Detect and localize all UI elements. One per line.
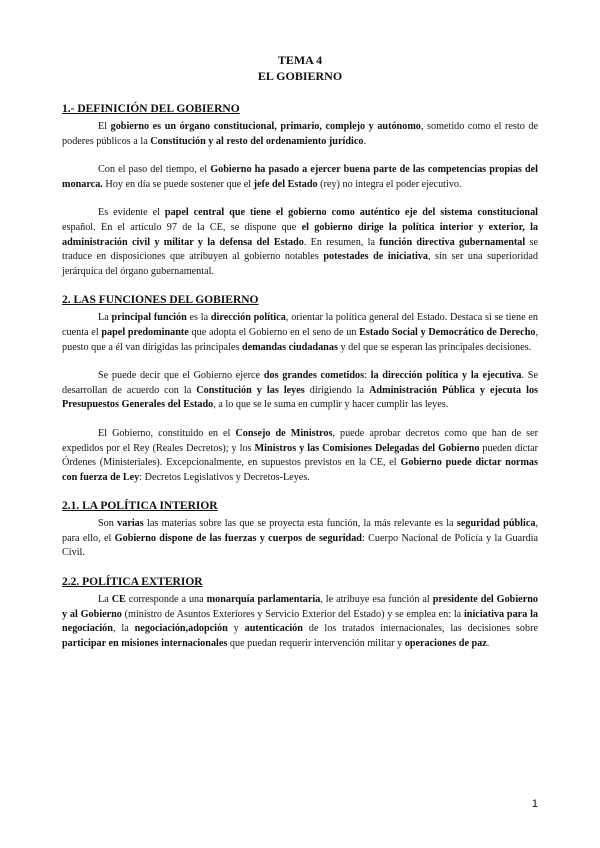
text-run: , la (112, 623, 135, 635)
text-run: de los tratados internacionales, las decisiones sobre (302, 623, 538, 635)
text-run: . En resumen, la (303, 236, 380, 248)
text-run: . (486, 637, 490, 649)
bold-text: Gobierno ha pasado a ejercer buena parte de las competencias propias del monarca. (62, 164, 538, 190)
paragraph (62, 120, 538, 149)
text-run: , sometido como el resto de poderes públicos a la (62, 121, 538, 147)
text-run: La (98, 312, 112, 324)
text-run: . (363, 135, 366, 147)
paragraph (62, 427, 538, 485)
text-run: y del que se esperan las principales decisiones. (337, 341, 532, 353)
text-run: (ministro de Asuntos Exteriores y Servicio Exterior del Estado) y se emplea en: la (121, 608, 464, 620)
text-run: Con el paso del tiempo, el (98, 164, 211, 176)
text-run: : Cuerpo Nacional de Policía y la Guardia Civil. (62, 532, 538, 559)
document-subtitle: EL GOBIERNO (257, 69, 343, 83)
text-run: corresponde a una (125, 594, 207, 606)
bold-text: gobierno es un órgano constitucional, primario, complejo y autónomo (110, 121, 421, 132)
bold-text: principal función (111, 312, 187, 324)
bold-text: operaciones de paz (404, 637, 487, 649)
bold-text: Estado Social y Democrático de Derecho (359, 326, 536, 338)
text-run: , sin ser una superioridad jerárquica del órgano gubernamental. (62, 251, 539, 277)
text-run: , orientar la política general del Estado. Destaca si se tiene en cuenta el (62, 312, 539, 338)
bold-text: seguridad pública (456, 518, 536, 530)
text-run: , a lo que se le suma en cumplir y hacer cumplir las leyes. (213, 399, 449, 411)
bold-text: varias (117, 518, 144, 530)
text-run: La (98, 594, 112, 606)
bold-text: participar en misiones internacionales (62, 637, 228, 649)
text-run: , puesto que a él van dirigidas las principales (62, 326, 539, 353)
bold-text: Administración Pública y ejecuta los Presupuestos Generales del Estado (62, 384, 538, 411)
text-run: se traduce en disposiciones que atribuyen al gobierno notables (62, 236, 538, 263)
bold-text: Constitución y al resto del ordenamiento jurídico (150, 135, 364, 147)
text-run: pueden dictar Órdenes (Ministeriales). Excepcionalmente, en supuestos previstos en la CE, el (62, 442, 539, 469)
bold-text: potestades de iniciativa (323, 251, 428, 263)
text-run: español. En el artículo 97 de la CE, se dispone que (62, 221, 302, 233)
text-run: , puede aprobar decretos como que han de ser expedidos por el Rey (Reales Decretos); y los (62, 427, 539, 454)
bold-text: Gobierno puede dictar normas con fuerza de Ley (62, 457, 538, 483)
paragraph (62, 163, 538, 192)
bold-text: dirección política (210, 312, 286, 324)
document-title: TEMA 4 (277, 53, 323, 67)
page-number: 1 (531, 798, 538, 810)
text-run: El Gobierno, constituido en el (98, 427, 236, 439)
bold-text: CE (111, 594, 126, 606)
bold-text: Gobierno dispone de las fuerzas y cuerpos de seguridad (114, 532, 362, 544)
text-run: las materias sobre las que se proyecta esta función, la más relevante es la (143, 518, 457, 530)
text-run: . Se desarrollan de acuerdo con la (62, 370, 538, 396)
text-run: , para ello, el (62, 518, 538, 544)
text-run: Es evidente el (98, 207, 165, 219)
paragraph (62, 517, 538, 561)
text-run: dirigiendo la (304, 384, 370, 396)
section-heading: 2. LAS FUNCIONES DEL GOBIERNO (62, 294, 259, 307)
bold-text: negociación,adopción (134, 623, 228, 635)
bold-text: Constitución y las leyes (196, 384, 305, 396)
bold-text: presidente del Gobierno y al Gobierno (62, 594, 538, 620)
bold-text: papel central que tiene el gobierno como auténtico eje del sistema constitucional (164, 207, 539, 219)
bold-text: dos grandes cometidos (263, 370, 365, 382)
text-run: , le atribuye esa función al (320, 594, 433, 606)
text-run: El (98, 121, 111, 132)
bold-text: el gobierno dirige la política interior y exterior, la administración civil y militar y la defensa del Estado (62, 221, 538, 248)
text-run: es la (186, 312, 211, 324)
bold-text: papel predominante (101, 326, 189, 338)
bold-text: iniciativa para la negociación (62, 608, 539, 635)
text-run: Hoy en día se puede sostener que el (102, 178, 254, 190)
text-run: que puedan requerir intervención militar y (227, 637, 405, 649)
text-run: que adopta el Gobierno en el seno de un (188, 326, 360, 338)
text-run: Se puede decir que el Gobierno ejerce (98, 370, 264, 382)
paragraph (62, 206, 538, 279)
section-heading: 1.- DEFINICIÓN DEL GOBIERNO (62, 103, 240, 115)
text-run: Son (98, 518, 118, 530)
paragraph (62, 311, 538, 355)
paragraph (62, 369, 538, 413)
bold-text: demandas ciudadanas (241, 341, 338, 353)
text-run: : (364, 370, 371, 382)
text-run: : Decretos Legislativos y Decretos-Leyes. (139, 471, 310, 483)
paragraph (62, 593, 538, 651)
section-heading: 2.2. POLÍTICA EXTERIOR (62, 576, 203, 589)
bold-text: monarquía parlamentaria (206, 594, 321, 606)
text-run: (rey) no integra el poder ejecutivo. (317, 178, 462, 190)
document-body (62, 102, 538, 651)
section-heading: 2.1. LA POLÍTICA INTERIOR (62, 500, 218, 513)
bold-text: función directiva gubernamental (379, 236, 526, 248)
bold-text: la dirección política y la ejecutiva (370, 370, 522, 382)
bold-text: Ministros y las Comisiones Delegadas del Gobierno (254, 442, 480, 454)
bold-text: Consejo de Ministros (235, 427, 333, 439)
document-page (62, 52, 538, 665)
bold-text: autenticación (244, 623, 303, 635)
text-run: y (227, 623, 245, 635)
bold-text: jefe del Estado (253, 178, 318, 190)
